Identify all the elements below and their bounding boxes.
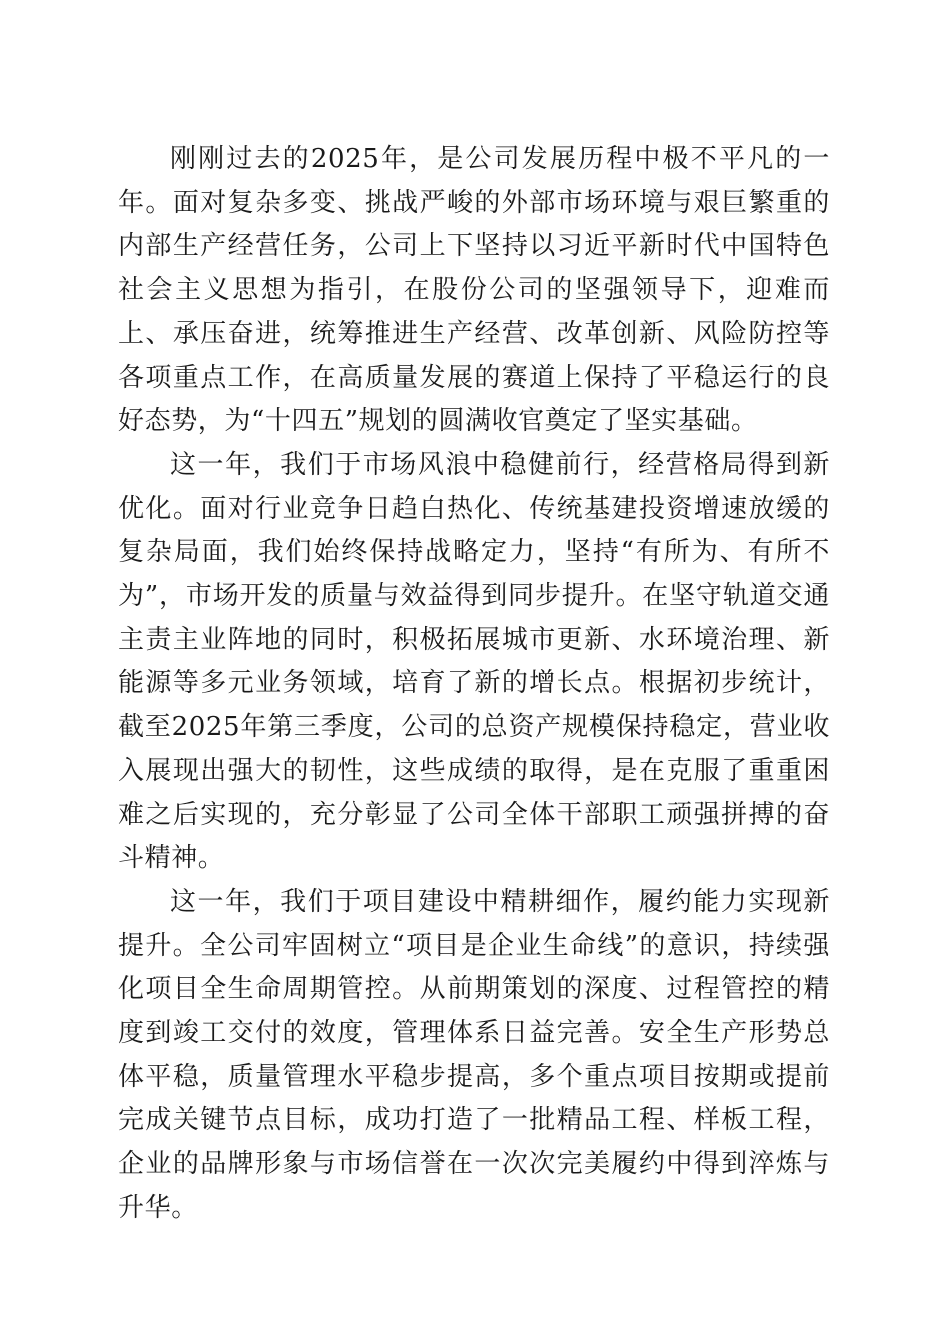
paragraph-2: 这一年，我们于市场风浪中稳健前行，经营格局得到新优化。面对行业竞争日趋白热化、传统基建投资增速放缓的复杂局面，我们始终保持战略定力，坚持“有所为、有所不为”，市场开发的质量与效益得到同步提升。在坚守轨道交通主责主业阵地的同时，积极拓展城市更新、水环境治理、新能源等多元业务领域，培育了新的增长点。根据初步统计，截至2025年第三季度，公司的总资产规模保持稳定，营业收入展现出强大的韧性，这些成绩的取得，是在克服了重重困难之后实现的，充分彰显了公司全体干部职工顽强拼搏的奋斗精神。 <box>118 449 830 874</box>
paragraph-1: 刚刚过去的2025年，是公司发展历程中极不平凡的一年。面对复杂多变、挑战严峻的外部市场环境与艰巨繁重的内部生产经营任务，公司上下坚持以习近平新时代中国特色社会主义思想为指引，在股份公司的坚强领导下，迎难而上、承压奋进，统筹推进生产经营、改革创新、风险防控等各项重点工作，在高质量发展的赛道上保持了平稳运行的良好态势，为“十四五”规划的圆满收官奠定了坚实基础。 <box>118 144 830 437</box>
paragraph-3: 这一年，我们于项目建设中精耕细作，履约能力实现新提升。全公司牢固树立“项目是企业生命线”的意识，持续强化项目全生命周期管控。从前期策划的深度、过程管控的精度到竣工交付的效度，管理体系日益完善。安全生产形势总体平稳，质量管理水平稳步提高，多个重点项目按期或提前完成关键节点目标，成功打造了一批精品工程、样板工程，企业的品牌形象与市场信誉在一次次完美履约中得到淬炼与升华。 <box>118 886 830 1223</box>
document-body <box>118 138 830 1231</box>
